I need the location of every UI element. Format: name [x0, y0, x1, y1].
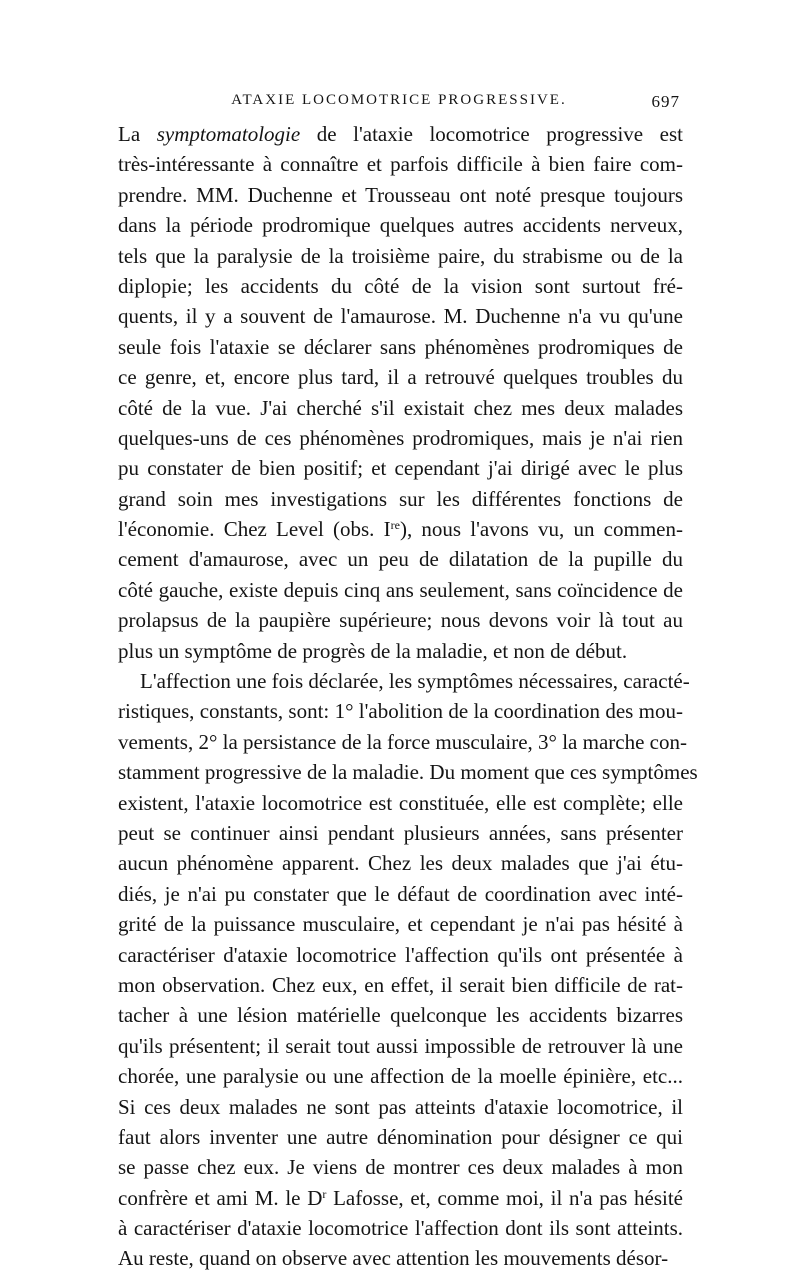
text-run: Lafosse, et, comme moi, il n'a pas hésité	[326, 1185, 683, 1210]
text-line: plus un symptôme de progrès de la maladie, et non de début.	[118, 638, 628, 663]
body-text	[118, 119, 698, 1274]
text-line: peut se continuer ainsi pendant plusieurs années, sans présenter	[118, 820, 683, 845]
text-line: faut alors inventer une autre dénomination pour désigner ce qui	[118, 1124, 683, 1149]
running-title: ATAXIE LOCOMOTRICE PROGRESSIVE.	[231, 92, 567, 108]
text-line: se passe chez eux. Je viens de montrer ces deux malades à mon	[118, 1155, 683, 1180]
text-line: quelques-uns de ces phénomènes prodromiques, mais je n'ai rien	[118, 425, 683, 450]
text-run: ), nous l'avons vu, un commen-	[399, 517, 683, 542]
superscript: r	[322, 1186, 327, 1201]
text-line	[118, 119, 683, 149]
page-number: 697	[651, 92, 680, 111]
text-line: Au reste, quand on observe avec attention les mouvements désor-	[118, 1246, 669, 1271]
text-line: à caractériser d'ataxie locomotrice l'affection dont ils sont atteints.	[118, 1216, 683, 1241]
text-line: prolapsus de la paupière supérieure; nous devons voir là tout au	[118, 608, 683, 633]
text-line: ristiques, constants, sont: 1° l'abolition de la coordination des mou-	[118, 699, 683, 724]
text-line: Si ces deux malades ne sont pas atteints d'ataxie locomotrice, il	[118, 1094, 683, 1119]
text-line: côté de la vue. J'ai cherché s'il existait chez mes deux malades	[118, 395, 683, 420]
italic-term: symptomatologie	[156, 122, 301, 146]
paragraph	[118, 666, 698, 1274]
text-run: La	[118, 122, 157, 146]
text-line: seule fois l'ataxie se déclarer sans phénomènes prodromiques de	[118, 334, 683, 359]
text-line: tels que la paralysie de la troisième paire, du strabisme ou de la	[118, 243, 683, 268]
text-line	[118, 1183, 683, 1213]
text-line: caractériser d'ataxie locomotrice l'affection qu'ils ont présentée à	[118, 942, 683, 967]
text-line: aucun phénomène apparent. Chez les deux malades que j'ai étu-	[118, 851, 683, 876]
text-line: grand soin mes investigations sur les différentes fonctions de	[118, 486, 683, 511]
text-line	[118, 514, 683, 544]
text-line: qu'ils présentent; il serait tout aussi impossible de retrouver là une	[118, 1033, 683, 1058]
text-line: diplopie; les accidents du côté de la vision sont surtout fré-	[118, 273, 683, 298]
text-line: existent, l'ataxie locomotrice est constituée, elle est complète; elle	[118, 790, 683, 815]
text-line: très-intéressante à connaître et parfois difficile à bien faire com-	[118, 152, 683, 177]
paragraph	[118, 119, 683, 666]
text-line: côté gauche, existe depuis cinq ans seulement, sans coïncidence de	[118, 577, 683, 602]
text-line: stamment progressive de la maladie. Du moment que ces symptômes	[118, 760, 698, 785]
text-line: prendre. MM. Duchenne et Trousseau ont noté presque toujours	[118, 182, 683, 207]
text-run: de l'ataxie locomotrice progressive est	[300, 122, 684, 146]
text-run: confrère et ami M. le D	[118, 1185, 323, 1210]
text-line: pu constater de bien positif; et cependant j'ai dirigé avec le plus	[118, 456, 683, 481]
text-line: grité de la puissance musculaire, et cependant je n'ai pas hésité à	[118, 912, 683, 937]
text-line: dans la période prodromique quelques autres accidents nerveux,	[118, 213, 683, 238]
text-run: l'économie. Chez Level (obs. I	[118, 517, 391, 542]
text-line: vements, 2° la persistance de la force musculaire, 3° la marche con-	[118, 729, 687, 754]
text-line: quents, il y a souvent de l'amaurose. M. Duchenne n'a vu qu'une	[118, 304, 683, 329]
running-head	[118, 92, 680, 116]
text-line: L'affection une fois déclarée, les symptômes nécessaires, caracté-	[140, 669, 690, 694]
superscript: re	[390, 518, 400, 533]
text-line: tacher à une lésion matérielle quelconque les accidents bizarres	[118, 1003, 683, 1028]
text-line: chorée, une paralysie ou une affection de la moelle épinière, etc...	[118, 1064, 683, 1089]
text-line: cement d'amaurose, avec un peu de dilatation de la pupille du	[118, 547, 683, 572]
text-line: diés, je n'ai pu constater que le défaut de coordination avec inté-	[118, 881, 683, 906]
text-line: ce genre, et, encore plus tard, il a retrouvé quelques troubles du	[118, 365, 683, 390]
text-line: mon observation. Chez eux, en effet, il serait bien difficile de rat-	[118, 972, 683, 997]
